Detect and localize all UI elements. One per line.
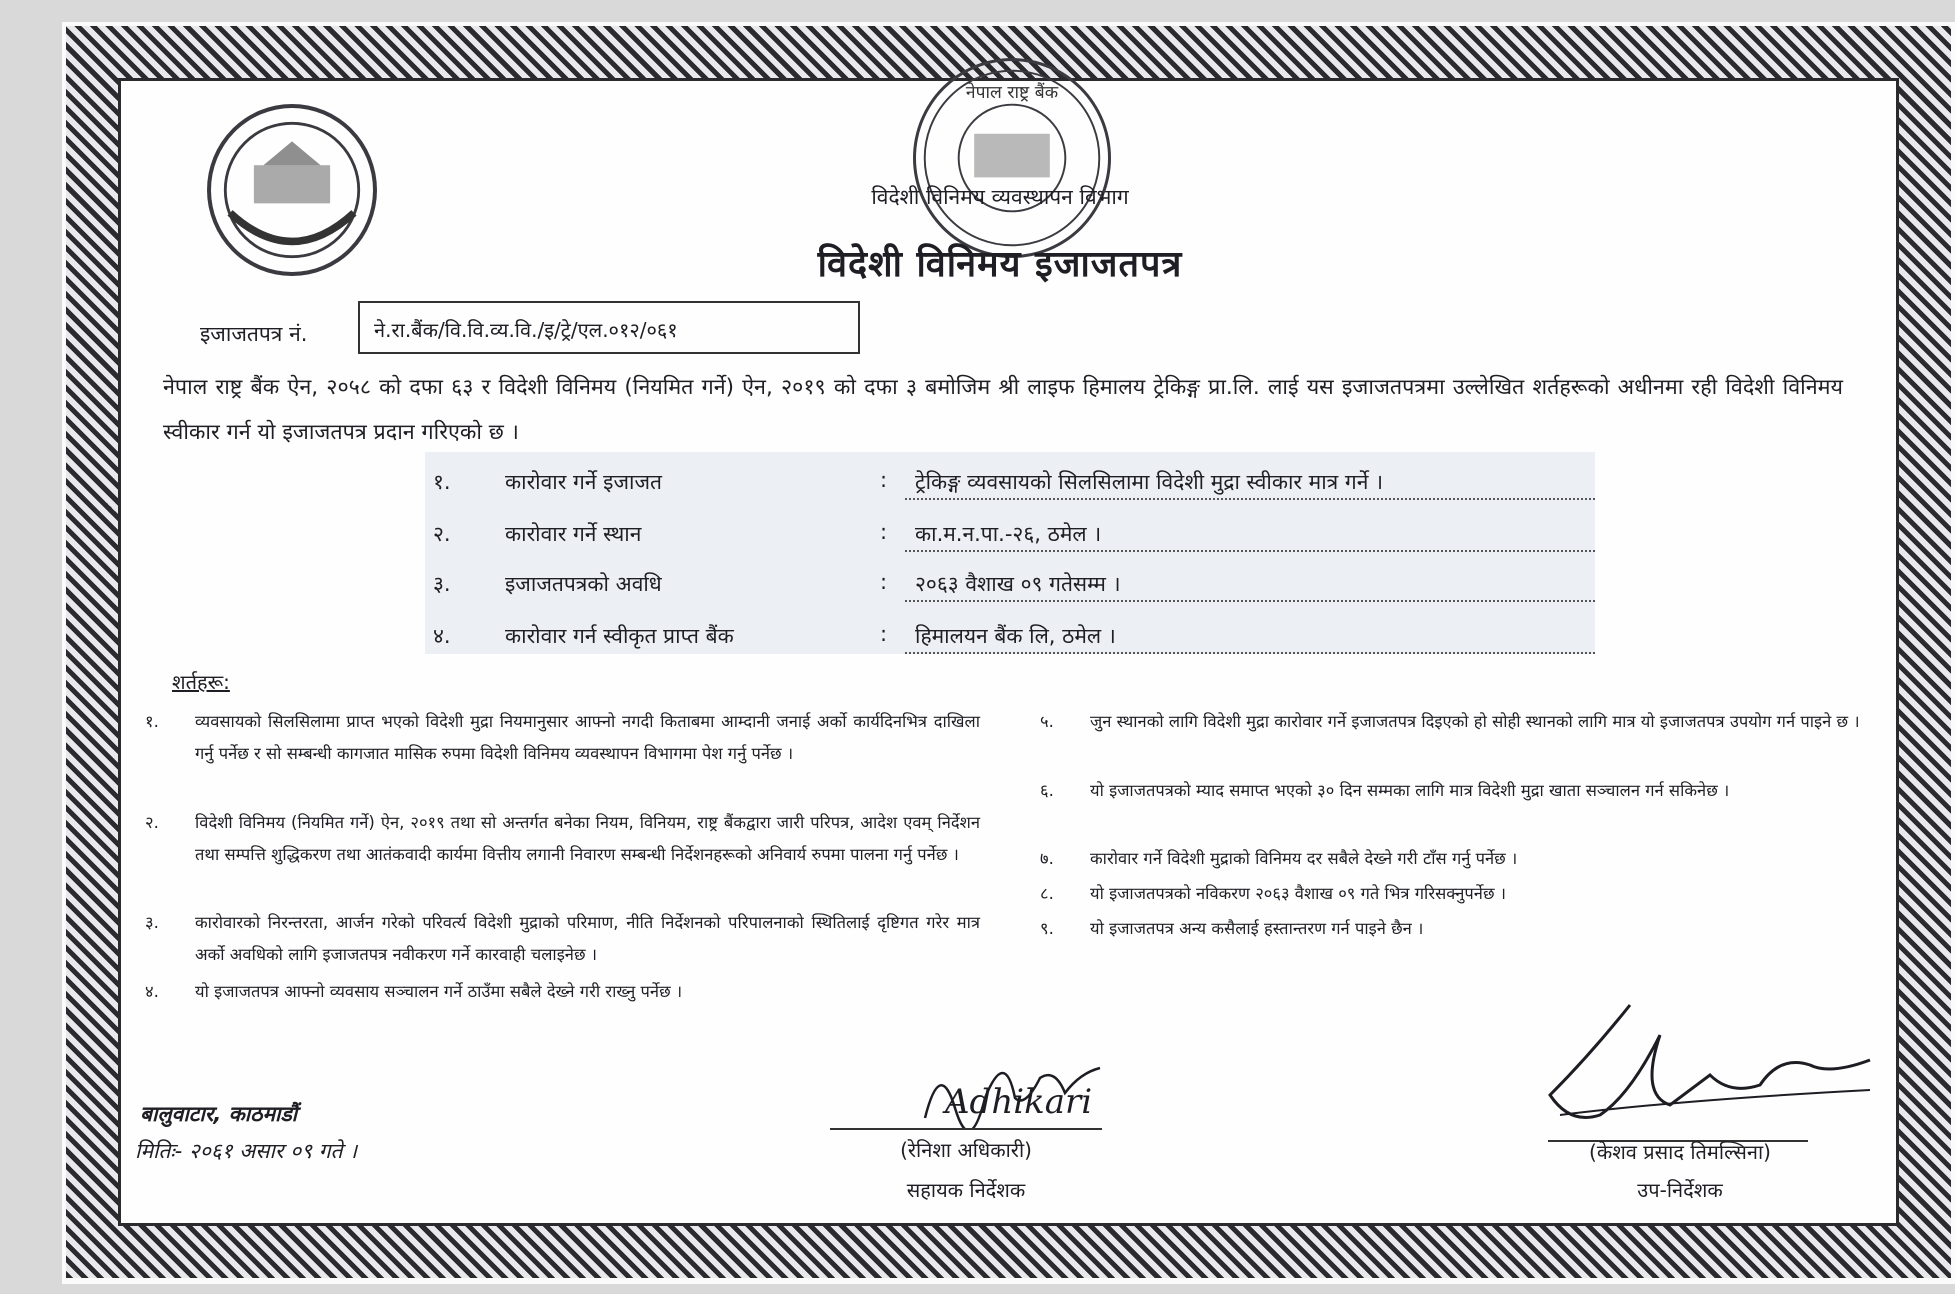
signatory-2-title: उप-निर्देशक: [1637, 1178, 1723, 1202]
detail-number: ३.: [433, 572, 451, 596]
dotted-underline: [905, 498, 1595, 500]
condition-text: कारोवार गर्ने विदेशी मुद्राको विनिमय दर सबैले देख्ने गरी टाँस गर्नु पर्नेछ ।: [1090, 849, 1518, 868]
detail-number: ४.: [433, 624, 451, 648]
detail-value: २०६३ वैशाख ०९ गतेसम्म ।: [915, 572, 1121, 596]
signatory-1-name: (रेनिशा अधिकारी): [900, 1138, 1032, 1162]
detail-number: १.: [433, 470, 451, 494]
condition-number: ३.: [145, 913, 159, 932]
department-name: विदेशी विनिमय व्यवस्थापन विभाग: [871, 185, 1129, 209]
detail-number: २.: [433, 522, 451, 546]
stamp-text: नेपाल राष्ट्र बैंक: [965, 82, 1059, 103]
condition-number: ९.: [1040, 919, 1054, 938]
detail-colon: :: [880, 520, 888, 544]
condition-text: यो इजाजतपत्रको नविकरण २०६३ वैशाख ०९ गते भित्र गरिसक्नुपर्नेछ ।: [1090, 884, 1507, 903]
detail-row: [425, 508, 1595, 558]
dotted-underline: [905, 550, 1595, 552]
condition-number: ८.: [1040, 884, 1054, 903]
intro-paragraph: नेपाल राष्ट्र बैंक ऐन, २०५८ को दफा ६३ र विदेशी विनिमय (नियमित गर्ने) ऐन, २०१९ को दफा ३ बमोजिम श्री लाइफ हिमालय ट्रेकिङ्ग प्रा.लि. लाई यस इजाजतपत्रमा उल्लेखित शर्तहरूको अधीनमा रही विदेशी विनिमय स्वीकार गर्न यो इजाजतपत्र प्रदान गरिएको छ ।: [163, 375, 1843, 445]
certificate-title: विदेशी विनिमय इजाजतपत्र: [817, 244, 1183, 285]
license-number-box: ने.रा.बैंक/वि.वि.व्य.वि./इ/ट्रे/एल.०१२/०६१: [358, 301, 860, 354]
detail-label: कारोवार गर्न स्वीकृत प्राप्त बैंक: [505, 624, 734, 648]
issue-place: बालुवाटार, काठमाडौं: [140, 1102, 298, 1126]
signature-image-2: [1530, 995, 1890, 1145]
condition-text: यो इजाजतपत्र अन्य कसैलाई हस्तान्तरण गर्न पाइने छैन ।: [1090, 919, 1424, 938]
condition-number: ६.: [1040, 781, 1054, 800]
bank-emblem-seal: [207, 104, 377, 276]
detail-value: हिमालयन बैंक लि, ठमेल ।: [915, 624, 1116, 648]
detail-label: इजाजतपत्रको अवधि: [505, 572, 662, 596]
detail-label: कारोवार गर्ने इजाजत: [505, 470, 663, 494]
issue-date: मितिः- २०६१ असार ०९ गते ।: [135, 1139, 358, 1163]
condition-text: व्यवसायको सिलसिलामा प्राप्त भएको विदेशी मुद्रा नियमानुसार आफ्नो नगदी किताबमा आम्दानी जनाई अर्को कार्यदिनभित्र दाखिला गर्नु पर्नेछ र सो सम्बन्धी कागजात मासिक रुपमा विदेशी विनिमय व्यवस्थापन विभागमा पेश गर्नु पर्नेछ ।: [195, 712, 980, 763]
detail-colon: :: [880, 622, 888, 646]
conditions-heading: शर्तहरू:: [172, 670, 230, 694]
dotted-underline: [905, 600, 1595, 602]
detail-colon: :: [880, 468, 888, 492]
detail-label: कारोवार गर्ने स्थान: [505, 522, 642, 546]
detail-row: [425, 558, 1595, 608]
signatory-2-name: (केशव प्रसाद तिमल्सिना): [1589, 1140, 1771, 1164]
condition-text: जुन स्थानको लागि विदेशी मुद्रा कारोवार गर्ने इजाजतपत्र दिइएको हो सोही स्थानको लागि मात्र यो इजाजतपत्र उपयोग गर्न पाइने छ ।: [1090, 712, 1860, 731]
signature-line: [830, 1128, 1102, 1130]
detail-row: [425, 456, 1595, 506]
signature-1-text: Adhikari: [945, 1082, 1093, 1122]
condition-number: ४.: [145, 982, 159, 1001]
round-stamp: [913, 58, 1111, 258]
condition-number: २.: [145, 813, 159, 832]
condition-text: यो इजाजतपत्रको म्याद समाप्त भएको ३० दिन सम्मका लागि मात्र विदेशी मुद्रा खाता सञ्चालन गर्न सकिनेछ ।: [1090, 781, 1730, 800]
detail-row: [425, 610, 1595, 660]
detail-value: ट्रेकिङ्ग व्यवसायको सिलसिलामा विदेशी मुद्रा स्वीकार मात्र गर्ने ।: [915, 470, 1384, 494]
condition-number: १.: [145, 712, 159, 731]
condition-text: यो इजाजतपत्र आफ्नो व्यवसाय सञ्चालन गर्ने ठाउँमा सबैले देख्ने गरी राख्नु पर्नेछ ।: [195, 982, 683, 1001]
condition-text: विदेशी विनिमय (नियमित गर्ने) ऐन, २०१९ तथा सो अन्तर्गत बनेका नियम, विनियम, राष्ट्र बैंकद्वारा जारी परिपत्र, आदेश एवम् निर्देशन तथा सम्पत्ति शुद्धिकरण तथा आतंकवादी कार्यमा वित्तीय लगानी निवारण सम्बन्धी निर्देशनहरूको अनिवार्य रुपमा पालना गर्नु पर्नेछ ।: [195, 813, 980, 864]
signatory-1-title: सहायक निर्देशक: [906, 1178, 1026, 1202]
condition-number: ७.: [1040, 849, 1054, 868]
license-number-label: इजाजतपत्र नं.: [200, 322, 308, 346]
dotted-underline: [905, 652, 1595, 654]
signature-image-1: [915, 1038, 1115, 1128]
detail-value: का.म.न.पा.-२६, ठमेल ।: [915, 522, 1102, 546]
detail-colon: :: [880, 570, 888, 594]
condition-number: ५.: [1040, 712, 1054, 731]
condition-text: कारोवारको निरन्तरता, आर्जन गरेको परिवर्त्य विदेशी मुद्राको परिमाण, नीति निर्देशनको परिपालनाको स्थितिलाई दृष्टिगत गरेर मात्र अर्को अवधिको लागि इजाजतपत्र नवीकरण गर्ने कारवाही चलाइनेछ ।: [195, 913, 980, 964]
